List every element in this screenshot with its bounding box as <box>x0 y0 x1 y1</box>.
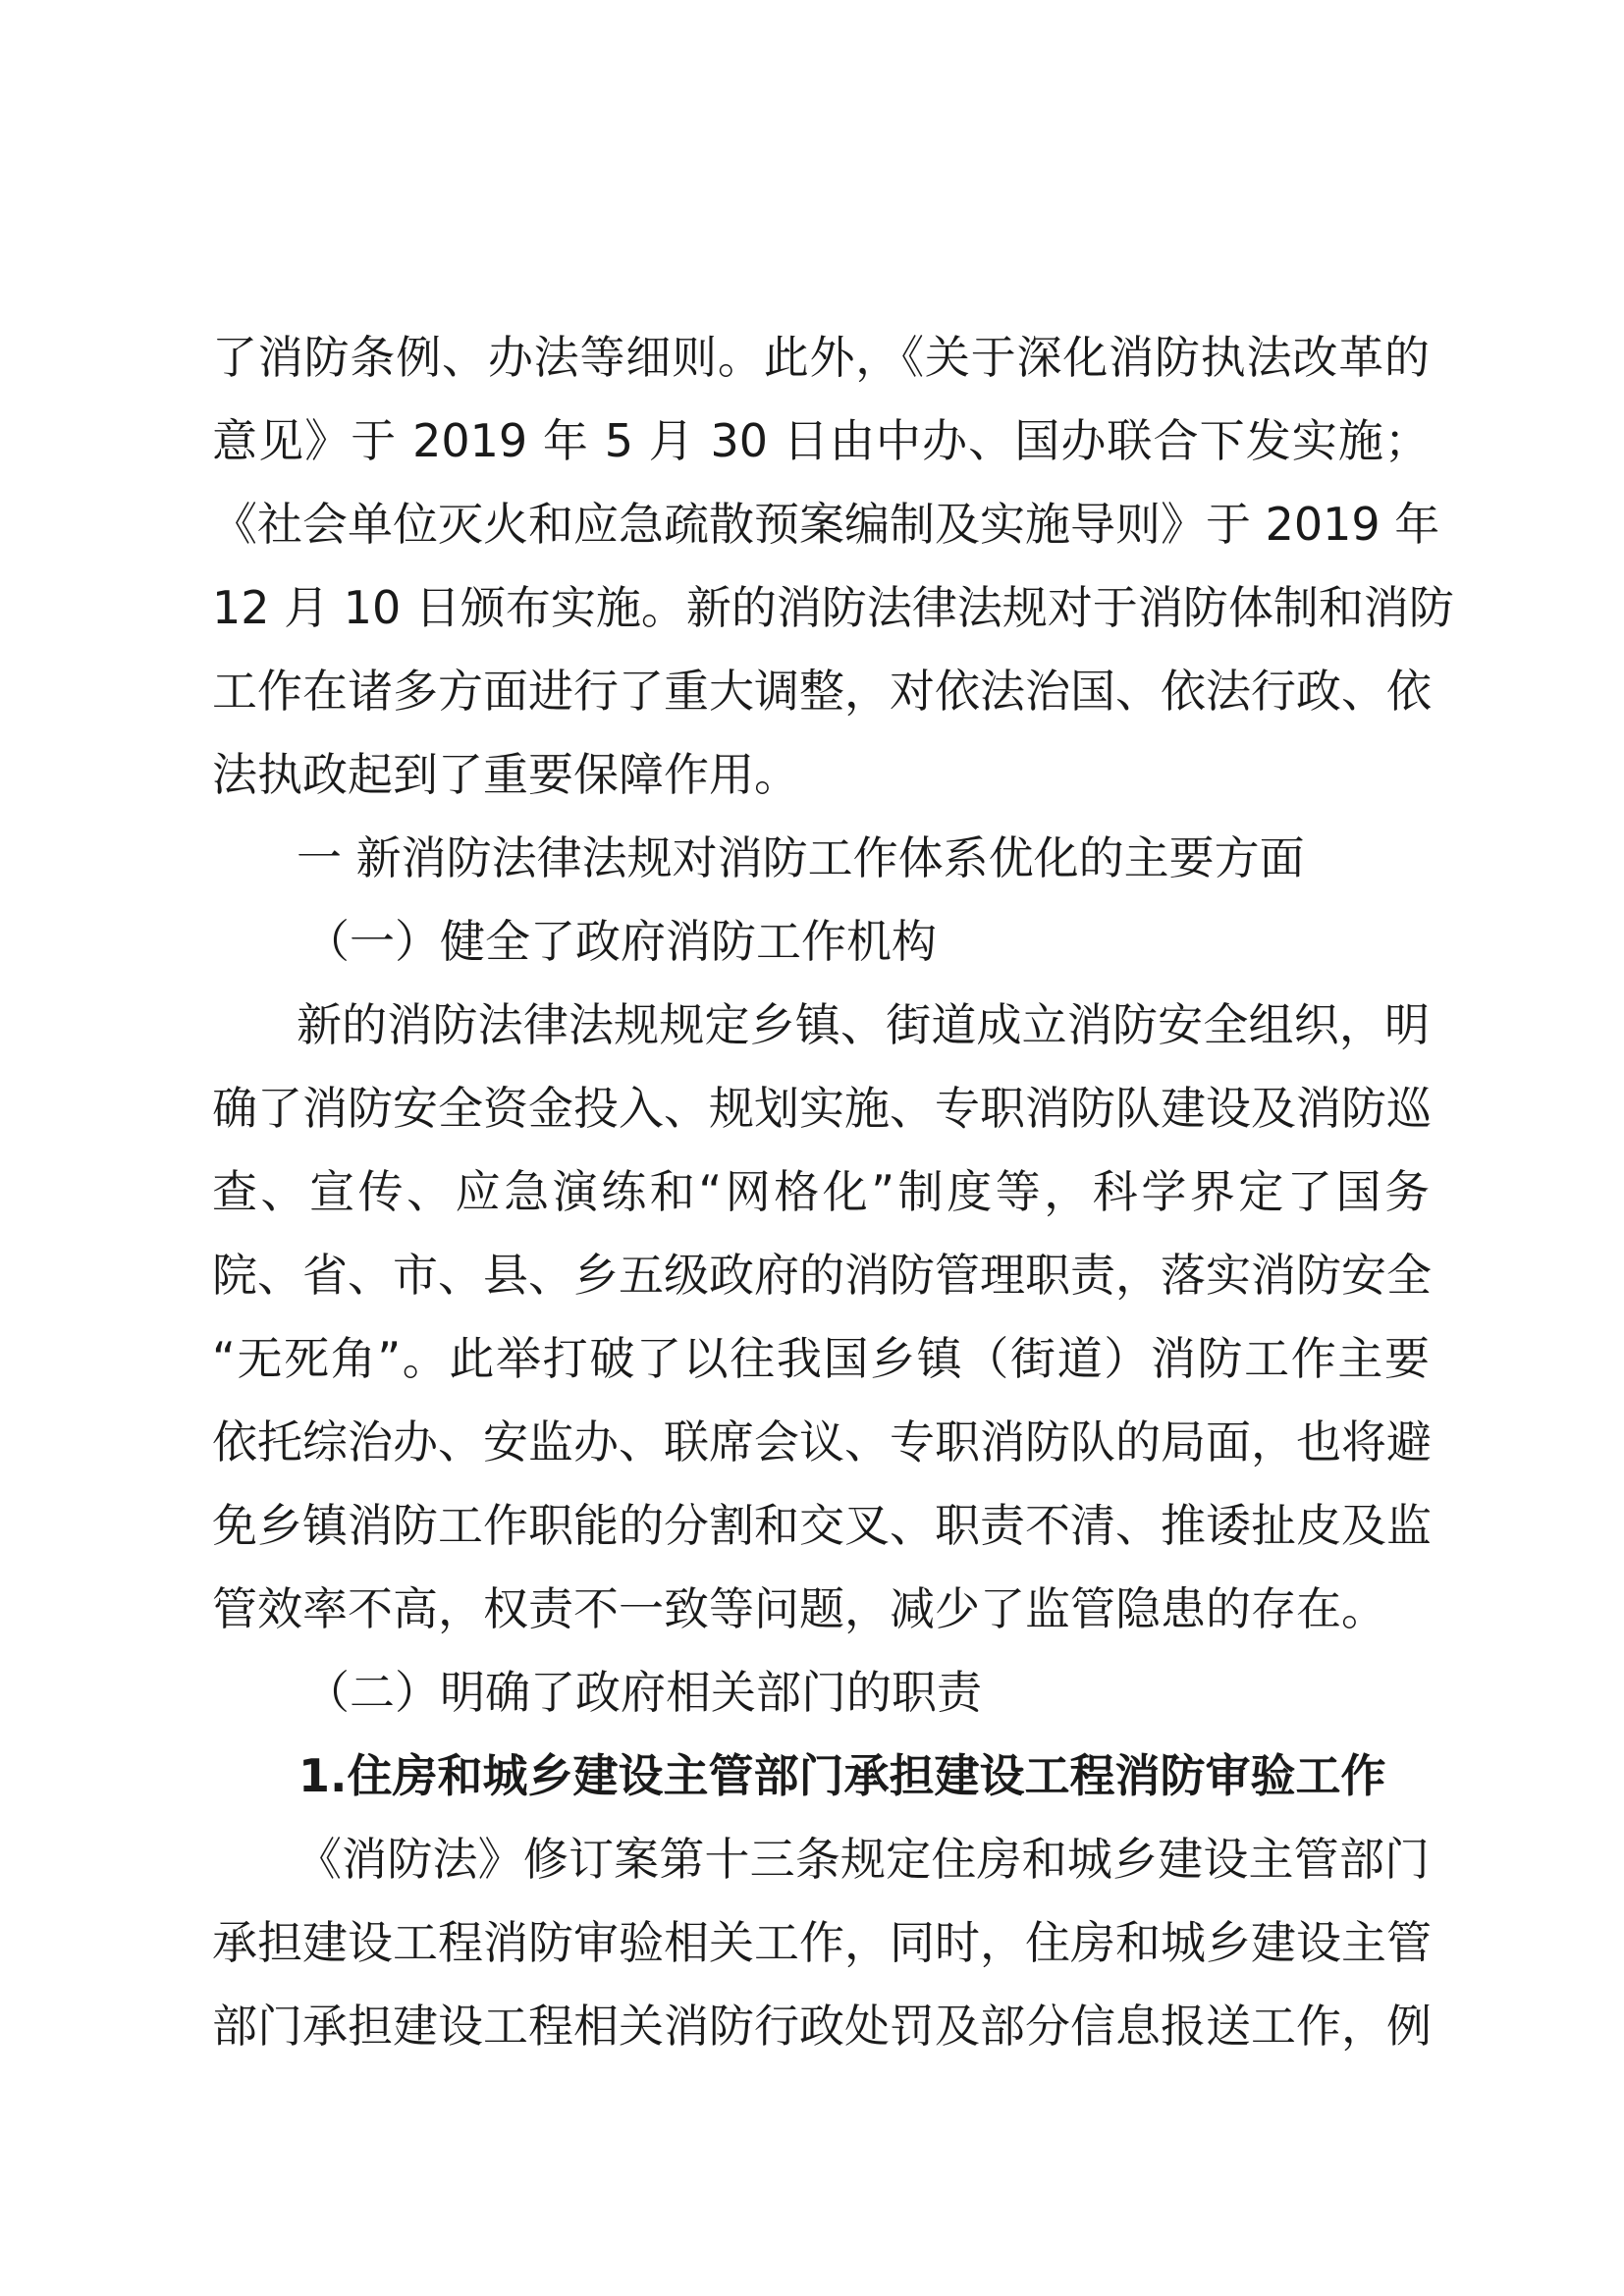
paragraph-line: 管效率不高，权责不一致等问题，减少了监管隐患的存在。 <box>212 1582 1386 1635</box>
paragraph-line: 确了消防安全资金投入、规划实施、专职消防队建设及消防巡 <box>212 1082 1432 1135</box>
subsection-heading: （二）明确了政府相关部门的职责 <box>304 1666 982 1719</box>
paragraph-line: 12 月 10 日颁布实施。新的消防法律法规对于消防体制和消防 <box>212 581 1454 634</box>
paragraph-line: “无死角”。此举打破了以往我国乡镇（街道）消防工作主要 <box>212 1332 1430 1385</box>
paragraph-line: 新的消防法律法规规定乡镇、街道成立消防安全组织，明 <box>297 998 1430 1051</box>
paragraph-line: 工作在诸多方面进行了重大调整，对依法治国、依法行政、依 <box>212 665 1432 718</box>
section-heading: 一 新消防法律法规对消防工作体系优化的主要方面 <box>297 831 1305 884</box>
paragraph-line: 院、省、市、县、乡五级政府的消防管理职责，落实消防安全 <box>212 1249 1432 1302</box>
paragraph-line: 免乡镇消防工作职能的分割和交叉、职责不清、推诿扯皮及监 <box>212 1499 1432 1552</box>
paragraph-line: 部门承担建设工程相关消防行政处罚及部分信息报送工作，例 <box>212 2000 1432 2053</box>
paragraph-line: 承担建设工程消防审验相关工作，同时，住房和城乡建设主管 <box>212 1916 1432 1969</box>
paragraph-line: 依托综治办、安监办、联席会议、专职消防队的局面，也将避 <box>212 1415 1432 1468</box>
document-body <box>212 316 1454 2068</box>
paragraph-line: 了消防条例、办法等细则。此外，《关于深化消防执法改革的 <box>212 331 1430 384</box>
paragraph-line: 《消防法》修订案第十三条规定住房和城乡建设主管部门 <box>297 1833 1430 1886</box>
item-heading: 1.住房和城乡建设主管部门承担建设工程消防审验工作 <box>298 1749 1386 1802</box>
paragraph-line: 法执政起到了重要保障作用。 <box>212 748 799 801</box>
subsection-heading: （一）健全了政府消防工作机构 <box>304 915 937 968</box>
paragraph-line: 查、宣传、应急演练和“网格化”制度等，科学界定了国务 <box>212 1165 1430 1218</box>
paragraph-line: 意见》于 2019 年 5 月 30 日由中办、国办联合下发实施； <box>212 414 1430 467</box>
paragraph-line: 《社会单位灭火和应急疏散预案编制及实施导则》于 2019 年 <box>212 498 1440 551</box>
